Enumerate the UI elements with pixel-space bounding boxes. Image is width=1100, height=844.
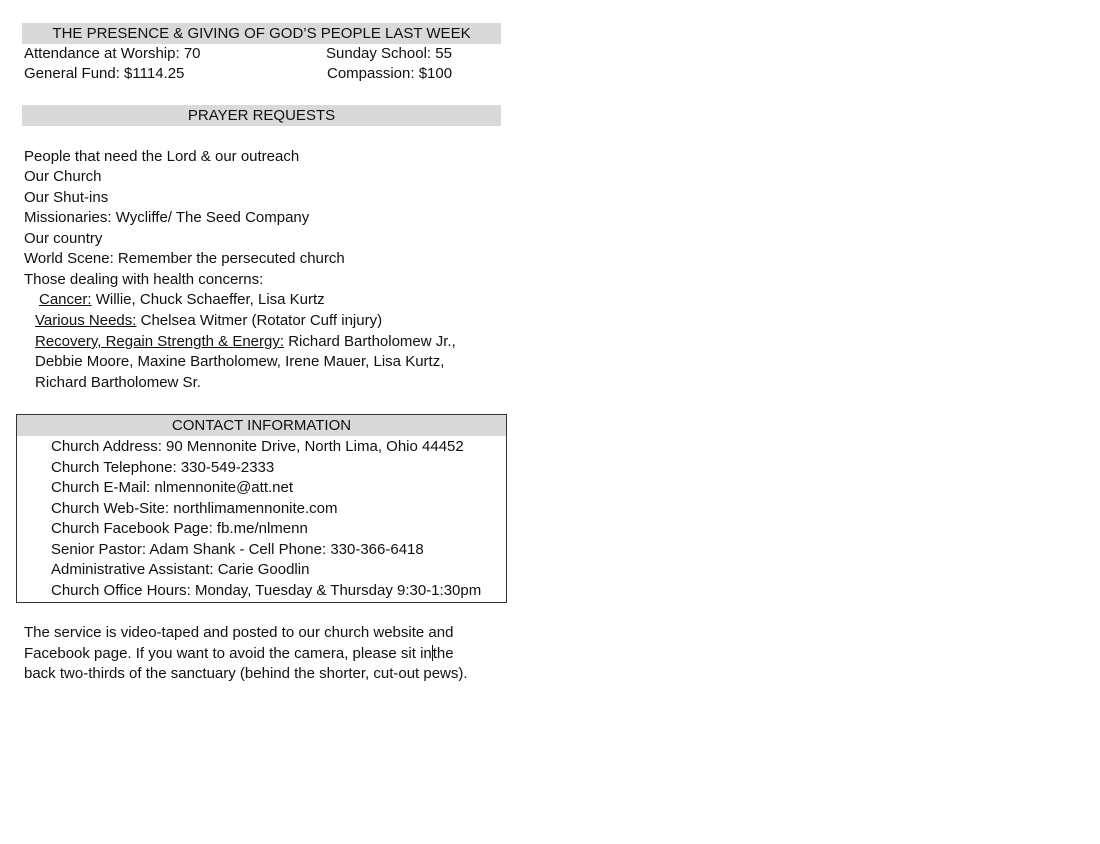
prayer-item-health: Those dealing with health concerns:: [24, 271, 264, 288]
notice-line-2: [24, 644, 454, 664]
prayer-header: PRAYER REQUESTS: [22, 105, 501, 126]
contact-website: Church Web-Site: northlimamennonite.com: [51, 500, 338, 517]
recovery-names-3: Richard Bartholomew Sr.: [35, 374, 201, 391]
prayer-item-missionaries: Missionaries: Wycliffe/ The Seed Company: [24, 209, 310, 226]
prayer-various-line: [35, 311, 382, 331]
contact-telephone: Church Telephone: 330-549-2333: [51, 459, 275, 476]
various-needs-names: Chelsea Witmer (Rotator Cuff injury): [136, 312, 383, 329]
contact-header: CONTACT INFORMATION: [17, 415, 506, 436]
compassion-fund: Compassion: $100: [327, 65, 453, 82]
attendance-worship: Attendance at Worship: 70: [24, 45, 201, 62]
notice-line-3: back two-thirds of the sanctuary (behind the shorter, cut-out pews).: [24, 665, 468, 682]
contact-senior-pastor: Senior Pastor: Adam Shank - Cell Phone: 330-366-6418: [51, 541, 424, 558]
general-fund: General Fund: $1114.25: [24, 65, 185, 82]
prayer-item-church: Our Church: [24, 168, 102, 185]
notice-line-2-end: the: [432, 645, 454, 662]
contact-box: [16, 414, 507, 603]
presence-header: THE PRESENCE & GIVING OF GOD’S PEOPLE LAST WEEK: [22, 23, 501, 44]
cancer-label: Cancer:: [39, 291, 92, 308]
prayer-recovery-line: [35, 332, 456, 352]
contact-facebook: Church Facebook Page: fb.me/nlmenn: [51, 520, 308, 537]
prayer-item-world-scene: World Scene: Remember the persecuted church: [24, 250, 345, 267]
contact-office-hours: Church Office Hours: Monday, Tuesday & Thursday 9:30-1:30pm: [51, 582, 482, 599]
prayer-item-country: Our country: [24, 230, 103, 247]
prayer-cancer-line: [39, 290, 325, 310]
sunday-school-attendance: Sunday School: 55: [326, 45, 452, 62]
various-needs-label: Various Needs:: [35, 312, 137, 329]
recovery-names-2: Debbie Moore, Maxine Bartholomew, Irene Mauer, Lisa Kurtz,: [35, 353, 445, 370]
contact-address: Church Address: 90 Mennonite Drive, North Lima, Ohio 44452: [51, 438, 464, 455]
prayer-item-outreach: People that need the Lord & our outreach: [24, 148, 300, 165]
contact-email: Church E-Mail: nlmennonite@att.net: [51, 479, 294, 496]
contact-admin-assistant: Administrative Assistant: Carie Goodlin: [51, 561, 310, 578]
recovery-label: Recovery, Regain Strength & Energy:: [35, 333, 285, 350]
notice-line-2-start: Facebook page. If you want to avoid the camera, please sit in: [24, 645, 432, 662]
cancer-names: Willie, Chuck Schaeffer, Lisa Kurtz: [91, 291, 325, 308]
recovery-names-1: Richard Bartholomew Jr.,: [284, 333, 456, 350]
notice-line-1: The service is video-taped and posted to our church website and: [24, 624, 454, 641]
prayer-item-shut-ins: Our Shut-ins: [24, 189, 109, 206]
